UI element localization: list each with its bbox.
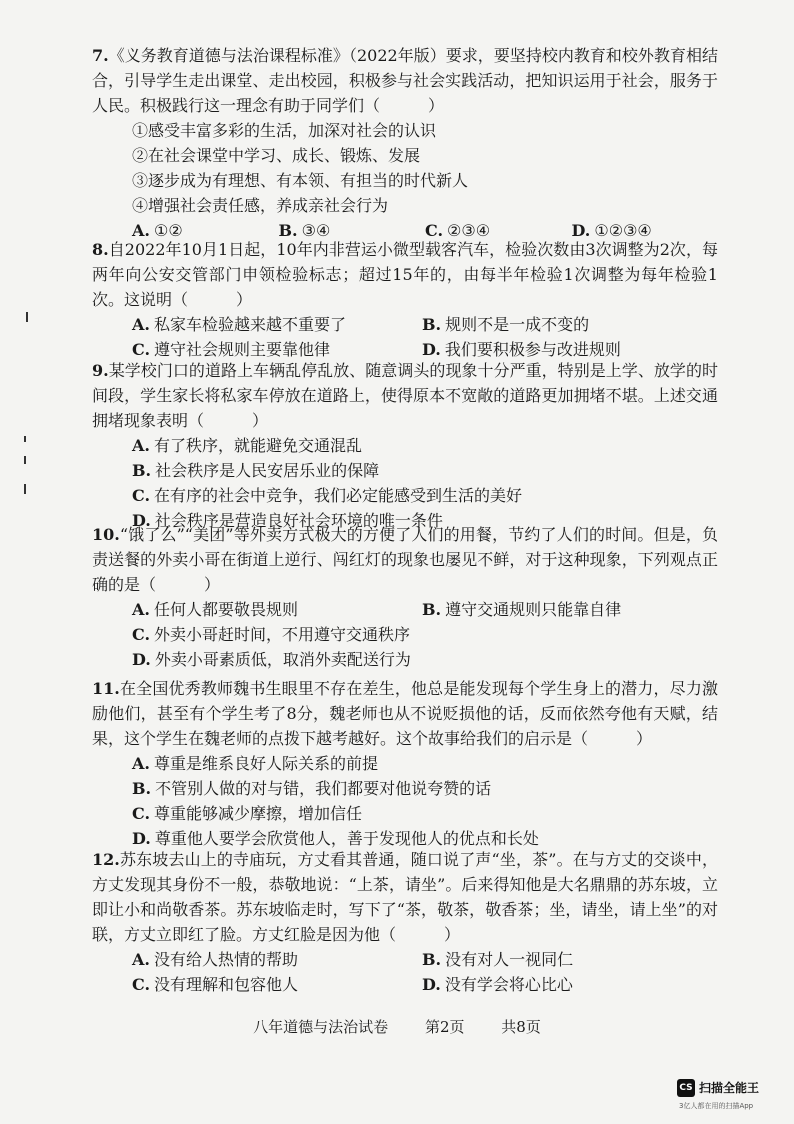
question-stem: 苏东坡去山上的寺庙玩，方丈看其普通，随口说了声“坐，茶”。在与方丈的交谈中，方丈发现其身份不一般，恭敬地说：“上茶，请坐”。后来得知他是大名鼎鼎的苏东坡，立即让小和尚敬香茶。苏东坡临走时，写下了“茶，敬茶，敬香茶；坐，请坐，请上坐”的对联，方丈立即红了脸。方丈红脸是因为他（ ） — [92, 850, 718, 944]
question-number: 7. — [92, 46, 109, 65]
options-row — [92, 312, 718, 337]
footer-subject: 八年道德与法治试卷 — [253, 1018, 389, 1036]
margin-mark — [24, 484, 26, 494]
question-stem: 《义务教育道德与法治课程标准》（2022年版）要求，要坚持校内教育和校外教育相结合，引导学生走出课堂、走出校园，积极参与社会实践活动，把知识运用于社会，服务于人民。积极践行这一理念有助于同学们（ ） — [92, 46, 718, 115]
options-list — [92, 433, 718, 533]
statement-item: ③逐步成为有理想、有本领、有担当的时代新人 — [132, 171, 469, 190]
option-c: C. 在有序的社会中竞争，我们必定能感受到生活的美好 — [132, 486, 523, 505]
option-c: C. 外卖小哥赶时间，不用遵守交通秩序 — [132, 625, 411, 644]
option-d: D. 社会秩序是营造良好社会环境的唯一条件 — [132, 511, 443, 530]
question-number: 12. — [92, 850, 120, 869]
statement-item: ④增强社会责任感，养成亲社会行为 — [132, 196, 389, 215]
question-stem: 自2022年10月1日起，10年内非营运小微型载客汽车，检验次数由3次调整为2次，每两年向公安交管部门申领检验标志；超过15年的，由每半年检验1次调整为每年检验1次。这说明（ ） — [92, 240, 718, 309]
question-number: 9. — [92, 361, 109, 380]
option-a: A. 尊重是维系良好人际关系的前提 — [132, 754, 378, 773]
options-row — [92, 972, 718, 997]
option-b: B. 没有对人一视同仁 — [422, 950, 574, 969]
question-stem: 在全国优秀教师魏书生眼里不存在差生，他总是能发现每个学生身上的潜力，尽力激励他们，甚至有个学生考了8分，魏老师也从不说贬损他的话，反而依然夸他有天赋，结果，这个学生在魏老师的点拨下越考越好。这个故事给我们的启示是（ ） — [92, 679, 718, 748]
option-b: B. 不管别人做的对与错，我们都要对他说夸赞的话 — [132, 779, 492, 798]
margin-mark — [26, 312, 28, 322]
question-9 — [92, 358, 718, 533]
question-7 — [92, 43, 718, 243]
page-footer — [0, 1016, 794, 1037]
option-a: A. 私家车检验越来越不重要了 — [132, 315, 346, 334]
statement-item: ①感受丰富多彩的生活，加深对社会的认识 — [132, 121, 437, 140]
option-b: B. 规则不是一成不变的 — [422, 315, 590, 334]
question-12 — [92, 847, 718, 997]
options-list — [92, 751, 718, 851]
watermark-tagline: 3亿人都在用的扫描App — [679, 1102, 754, 1110]
scanner-watermark — [677, 1075, 789, 1115]
option-d: D. 我们要积极参与改进规则 — [422, 340, 621, 359]
margin-mark — [24, 436, 26, 442]
option-a: A. ①② — [132, 221, 183, 240]
option-c: C. 没有理解和包容他人 — [132, 975, 299, 994]
options-list — [92, 622, 718, 672]
options-row — [92, 597, 718, 622]
option-d: D. ①②③④ — [571, 221, 652, 240]
question-number: 10. — [92, 525, 120, 544]
options-row — [92, 947, 718, 972]
question-stem: “饿了么”“美团”等外卖方式极大的方便了人们的用餐，节约了人们的时间。但是，负责送餐的外卖小哥在街道上逆行、闯红灯的现象也屡见不鲜，对于这种现象，下列观点正确的是（ ） — [92, 525, 718, 594]
question-10 — [92, 522, 718, 672]
footer-total-pages: 共8页 — [501, 1018, 541, 1036]
camscanner-logo-icon: CS — [677, 1079, 695, 1097]
option-c: C. 尊重能够减少摩擦，增加信任 — [132, 804, 363, 823]
question-number: 11. — [92, 679, 120, 698]
option-a: A. 没有给人热情的帮助 — [132, 950, 298, 969]
watermark-brand: 扫描全能王 — [699, 1081, 760, 1095]
question-8 — [92, 237, 718, 362]
option-c: C. ②③④ — [425, 221, 491, 240]
option-a: A. 有了秩序，就能避免交通混乱 — [132, 436, 362, 455]
option-d: D. 尊重他人要学会欣赏他人，善于发现他人的优点和长处 — [132, 829, 539, 848]
option-b: B. 遵守交通规则只能靠自律 — [422, 600, 622, 619]
option-d: D. 外卖小哥素质低，取消外卖配送行为 — [132, 650, 411, 669]
margin-mark — [24, 456, 26, 464]
option-c: C. 遵守社会规则主要靠他律 — [132, 340, 331, 359]
question-number: 8. — [92, 240, 109, 259]
question-stem: 某学校门口的道路上车辆乱停乱放、随意调头的现象十分严重，特别是上学、放学的时间段，学生家长将私家车停放在道路上，使得原本不宽敞的道路更加拥堵不堪。上述交通拥堵现象表明（ ） — [92, 361, 718, 430]
option-b: B. 社会秩序是人民安居乐业的保障 — [132, 461, 380, 480]
option-b: B. ③④ — [278, 221, 331, 240]
footer-page-number: 第2页 — [424, 1018, 465, 1036]
statement-item: ②在社会课堂中学习、成长、锻炼、发展 — [132, 146, 421, 165]
option-d: D. 没有学会将心比心 — [422, 975, 573, 994]
option-a: A. 任何人都要敬畏规则 — [132, 600, 298, 619]
question-11 — [92, 676, 718, 851]
